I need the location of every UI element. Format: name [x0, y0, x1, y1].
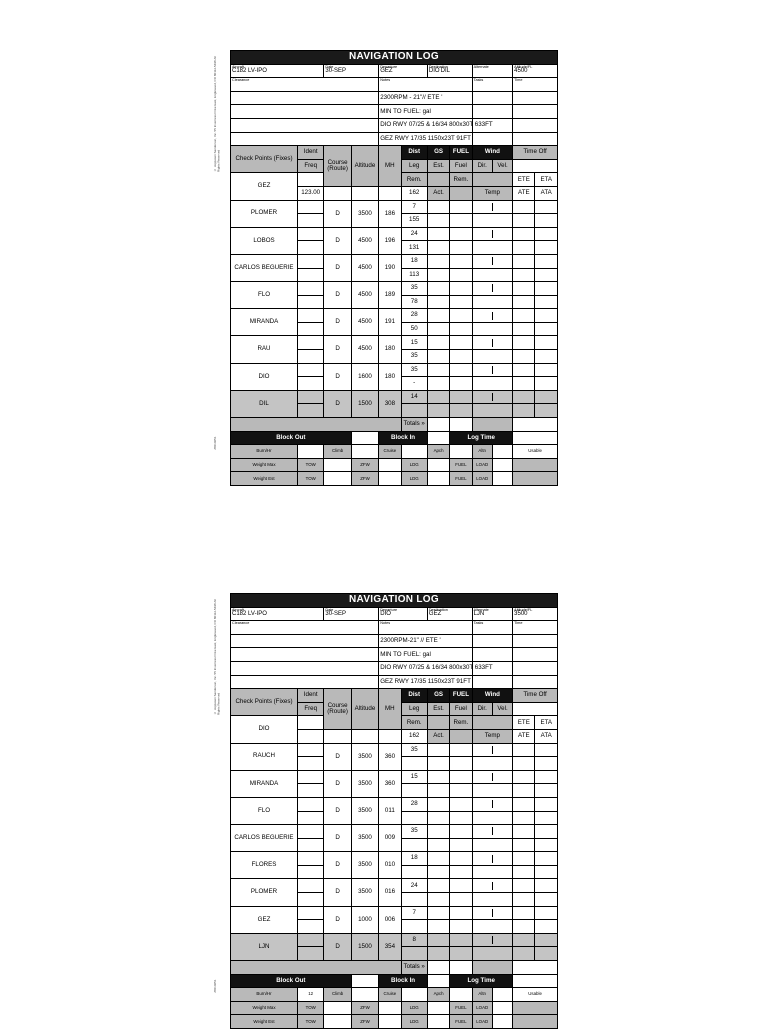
- magnetic-heading-value: 196: [384, 236, 396, 244]
- clearance-row: [231, 621, 558, 635]
- checkpoint-name: GEZ: [257, 915, 271, 923]
- wind-divider: [492, 746, 493, 754]
- waypoint-row: [231, 852, 558, 866]
- checkpoint-name: CARLOS BEGUERIE: [234, 833, 294, 841]
- copyright-note: © Jeppesen Sanderson, Inc. 55 Inverness Drive East, Englewood, CO 80112-5498 All Rights Reserved: [213, 599, 221, 715]
- wind-divider: [492, 936, 493, 944]
- weight-label: Weight Est: [253, 1018, 275, 1024]
- altn-label: Altn: [478, 448, 486, 454]
- waypoint-row: [231, 906, 558, 920]
- note-line: 2300RPM-21" // ETE ': [380, 636, 441, 644]
- wind-divider: [492, 257, 493, 265]
- leg-distance-value: 15: [410, 772, 418, 780]
- date-label: Date: [325, 607, 334, 612]
- course-value: D: [335, 236, 340, 244]
- waypoint-row: [231, 282, 558, 296]
- tow-label: TOW: [305, 475, 316, 481]
- course-value: D: [335, 399, 340, 407]
- alternate-label: Alternate: [473, 64, 489, 69]
- dist-header: Dist: [408, 691, 421, 699]
- magnetic-heading-value: 186: [384, 209, 396, 217]
- note-line: GEZ RWY 17/35 1150x23T 91FT: [380, 677, 471, 685]
- tow-label: TOW: [305, 461, 316, 467]
- weight-row: [231, 1015, 558, 1029]
- weight-row: [231, 1001, 558, 1015]
- leg-distance-value: 28: [410, 311, 418, 319]
- leg-distance-value: 7: [412, 202, 416, 210]
- wind-divider: [492, 773, 493, 781]
- waypoint-row: [231, 254, 558, 268]
- leg-distance-value: 14: [410, 393, 418, 401]
- dir-header: Dir.: [477, 161, 487, 169]
- leg-distance-value: 8: [412, 936, 416, 944]
- magnetic-heading-value: 360: [384, 752, 396, 760]
- time-off-header: Time Off: [523, 691, 547, 699]
- wind-divider: [492, 203, 493, 211]
- note-line: DIO RWY 07/25 & 16/34 800x30T 633FT: [380, 121, 493, 129]
- checkpoint-name: FLO: [257, 806, 271, 814]
- course-value: D: [335, 888, 340, 896]
- load-label: LOAD: [476, 1018, 489, 1024]
- course-value: D: [335, 806, 340, 814]
- ete-header: ETE: [517, 718, 530, 726]
- checkpoint-name: CARLOS BEGUERIE: [234, 263, 294, 271]
- altitude-value: 3500: [358, 752, 372, 760]
- notes-label: Notes: [380, 621, 391, 626]
- altitude-value: 4500: [358, 345, 372, 353]
- weight-label: Weight Max: [252, 1004, 276, 1010]
- totals-label: Totals »: [403, 420, 425, 428]
- waypoint-row: [231, 933, 558, 947]
- block-out-label: Block Out: [276, 433, 306, 441]
- wind-divider: [492, 230, 493, 238]
- note-line: MIN TO FUEL: gal: [380, 107, 431, 115]
- altn-label: Altn: [478, 991, 486, 997]
- leg-distance-value: 35: [410, 827, 418, 835]
- waypoint-row: [231, 797, 558, 811]
- magnetic-heading-value: 308: [384, 399, 396, 407]
- gs-header: GS: [434, 691, 444, 699]
- leg-header: Leg: [409, 704, 420, 712]
- column-header-row: [231, 146, 558, 160]
- burn-row: [231, 988, 558, 1002]
- course-value: D: [335, 779, 340, 787]
- load-label: LOAD: [476, 1004, 489, 1010]
- navigation-log-sheet-2: [213, 593, 558, 1029]
- departure-value: DIO: [380, 610, 391, 617]
- remaining-distance-value: 50: [410, 325, 418, 333]
- form-number: JS514051: [213, 436, 217, 450]
- waypoint-row: [231, 200, 558, 214]
- origin-rem: 162: [409, 189, 420, 197]
- altitude-value: 3500: [358, 806, 372, 814]
- course-value: D: [335, 834, 340, 842]
- altitude-value: 1000: [358, 915, 372, 923]
- ldg-label: LDG: [409, 475, 419, 481]
- usable-label: Usable: [528, 991, 542, 997]
- destination-value: DIO: [428, 67, 440, 74]
- altitude-value: 1500: [358, 942, 372, 950]
- date-value: 30-SEP: [325, 610, 347, 617]
- destination-value: GEZ: [428, 610, 442, 617]
- fuel-sub-header: Fuel: [454, 704, 467, 712]
- leg-distance-value: 28: [410, 800, 418, 808]
- course-value: D: [335, 861, 340, 869]
- destination-extra-value: DIL: [440, 67, 450, 74]
- waypoint-row: [231, 227, 558, 241]
- waypoint-row: [231, 390, 558, 404]
- checkpoint-name: PLOMER: [250, 888, 278, 896]
- notes-row: [231, 118, 558, 132]
- checkpoint-name: LJN: [258, 942, 270, 950]
- ident-header: Ident: [303, 148, 318, 156]
- departure-label: Departure: [380, 607, 398, 612]
- aircraft-label: Aircraft: [232, 64, 245, 69]
- fuel-rem-header: Rem.: [453, 718, 469, 726]
- ldg-label: LDG: [409, 1004, 419, 1010]
- tasks-label: Tasks: [473, 621, 484, 626]
- waypoint-row: [231, 879, 558, 893]
- usable-label: Usable: [528, 448, 542, 454]
- alternate-value: LJN: [473, 610, 485, 617]
- leg-distance-value: 15: [410, 338, 418, 346]
- checkpoint-name: DIO: [258, 372, 270, 380]
- totals-label: Totals »: [403, 963, 425, 971]
- notes-row: [231, 661, 558, 675]
- checkpoint-name: RAU: [257, 345, 271, 353]
- totals-row: [231, 418, 558, 432]
- climb-label: Climb: [331, 991, 344, 997]
- date-label: Date: [325, 64, 334, 69]
- block-in-label: Block In: [391, 976, 416, 984]
- leg-distance-value: 35: [410, 745, 418, 753]
- log-time-label: Log Time: [467, 433, 495, 441]
- notes-row: [231, 648, 558, 662]
- clearance-label: Clearance: [232, 621, 250, 626]
- flight-info-row: [231, 64, 558, 78]
- magnetic-heading-value: 360: [384, 779, 396, 787]
- fuel-header: FUEL: [452, 691, 469, 699]
- altitude-header: Altitude: [354, 161, 376, 169]
- nav-log-table: [230, 593, 558, 1029]
- totals-row: [231, 961, 558, 975]
- act-header: Act.: [433, 189, 444, 197]
- fuel-label: FUEL: [455, 461, 467, 467]
- notes-row: [231, 675, 558, 689]
- altitude-label: Altitude/FL: [514, 64, 533, 69]
- burn-hr-value: 12: [308, 991, 314, 997]
- ata-header: ATA: [540, 189, 552, 197]
- note-line: GEZ RWY 17/35 1150x23T 91FT: [380, 134, 471, 142]
- leg-distance-value: 35: [410, 284, 418, 292]
- course-value: D: [335, 318, 340, 326]
- altitude-field-value: 3500: [514, 610, 528, 617]
- remaining-distance-value: 113: [409, 270, 420, 278]
- altitude-field-value: 4500: [514, 67, 528, 74]
- apch-label: Apch: [433, 448, 444, 454]
- wind-divider: [492, 393, 493, 401]
- zfw-label: ZFW: [360, 1004, 370, 1010]
- gs-header: GS: [434, 148, 444, 156]
- altitude-header: Altitude: [354, 704, 376, 712]
- checkpoint-name: MIRANDA: [249, 779, 279, 787]
- magnetic-heading-value: 006: [384, 915, 396, 923]
- ate-header: ATE: [518, 189, 530, 197]
- freq-header: Freq: [304, 704, 318, 712]
- course-value: D: [335, 263, 340, 271]
- checkpoints-header: Check Points (Fixes): [235, 698, 293, 706]
- course-header: Course (Route): [327, 158, 348, 173]
- load-label: LOAD: [476, 475, 489, 481]
- altitude-value: 1500: [358, 399, 372, 407]
- clearance-row: [231, 78, 558, 92]
- block-time-row: [231, 974, 558, 988]
- ata-header: ATA: [540, 732, 552, 740]
- magnetic-heading-value: 009: [384, 834, 396, 842]
- checkpoint-name: DIL: [259, 399, 269, 407]
- block-out-label: Block Out: [276, 976, 306, 984]
- time-label: Time: [514, 621, 523, 626]
- checkpoint-name: MIRANDA: [249, 318, 279, 326]
- block-time-row: [231, 431, 558, 445]
- course-value: D: [335, 915, 340, 923]
- magnetic-heading-value: 011: [384, 806, 395, 814]
- leg-distance-value: 24: [410, 229, 418, 237]
- waypoint-row: [231, 363, 558, 377]
- ident-header: Ident: [303, 691, 318, 699]
- freq-header: Freq: [304, 161, 318, 169]
- ldg-label: LDG: [409, 1018, 419, 1024]
- rem-header: Rem.: [406, 175, 422, 183]
- origin-freq: 123.00: [301, 189, 321, 197]
- time-off-header: Time Off: [523, 148, 547, 156]
- est-header: Est.: [433, 704, 444, 712]
- nav-log-title: NAVIGATION LOG: [349, 51, 439, 63]
- altitude-value: 3500: [358, 209, 372, 217]
- remaining-distance-value: -: [413, 379, 416, 387]
- wind-divider: [492, 882, 493, 890]
- checkpoint-name: LOBOS: [253, 236, 275, 244]
- flight-info-row: [231, 607, 558, 621]
- waypoint-row: [231, 743, 558, 757]
- zfw-label: ZFW: [360, 461, 370, 467]
- magnetic-heading-value: 016: [384, 888, 396, 896]
- climb-label: Climb: [331, 448, 344, 454]
- wind-header: Wind: [484, 148, 500, 156]
- course-value: D: [335, 752, 340, 760]
- course-value: D: [335, 345, 340, 353]
- altitude-value: 1600: [358, 372, 372, 380]
- copyright-note: © Jeppesen Sanderson, Inc. 55 Inverness Drive East, Englewood, CO 80112-5498 All Rights Reserved: [213, 56, 221, 172]
- ate-header: ATE: [518, 732, 530, 740]
- vel-header: Vel.: [497, 704, 508, 712]
- weight-label: Weight Est: [253, 475, 275, 481]
- origin-name: GEZ: [257, 182, 271, 190]
- magnetic-heading-value: 354: [384, 942, 396, 950]
- course-value: D: [335, 209, 340, 217]
- destination-label: Destination: [428, 607, 448, 612]
- fuel-rem-header: Rem.: [453, 175, 469, 183]
- waypoint-row: [231, 825, 558, 839]
- leg-distance-value: 24: [410, 881, 418, 889]
- apch-label: Apch: [433, 991, 444, 997]
- magnetic-heading-value: 010: [384, 861, 396, 869]
- est-header: Est.: [433, 161, 444, 169]
- leg-distance-value: 7: [412, 908, 416, 916]
- alternate-label: Alternate: [473, 607, 489, 612]
- wind-divider: [492, 284, 493, 292]
- log-time-label: Log Time: [467, 976, 495, 984]
- vel-header: Vel.: [497, 161, 508, 169]
- wind-divider: [492, 366, 493, 374]
- act-header: Act.: [433, 732, 444, 740]
- column-header-row: [231, 689, 558, 703]
- wind-divider: [492, 312, 493, 320]
- tow-label: TOW: [305, 1004, 316, 1010]
- fuel-sub-header: Fuel: [454, 161, 467, 169]
- course-value: D: [335, 942, 340, 950]
- note-line: MIN TO FUEL: gal: [380, 650, 431, 658]
- origin-rem: 162: [409, 732, 420, 740]
- rem-header: Rem.: [406, 718, 422, 726]
- notes-row: [231, 634, 558, 648]
- form-number: JS514051: [213, 979, 217, 993]
- nav-log-table: [230, 50, 558, 486]
- wind-divider: [492, 855, 493, 863]
- remaining-distance-value: 78: [410, 297, 418, 305]
- mh-header: MH: [385, 161, 395, 169]
- checkpoint-name: PLOMER: [250, 209, 278, 217]
- origin-name: DIO: [258, 725, 270, 733]
- magnetic-heading-value: 190: [384, 263, 396, 271]
- magnetic-heading-value: 180: [384, 345, 396, 353]
- notes-row: [231, 105, 558, 119]
- departure-value: GEZ: [380, 67, 393, 74]
- leg-distance-value: 18: [410, 854, 418, 862]
- altitude-value: 4500: [358, 291, 372, 299]
- remaining-distance-value: 35: [410, 352, 418, 360]
- note-line: DIO RWY 07/25 & 16/34 800x30T 633FT: [380, 664, 493, 672]
- cruise-label: Cruise: [383, 448, 397, 454]
- dir-header: Dir.: [477, 704, 487, 712]
- zfw-label: ZFW: [360, 475, 370, 481]
- magnetic-heading-value: 189: [384, 291, 396, 299]
- altitude-label: Altitude/FL: [514, 607, 533, 612]
- course-value: D: [335, 372, 340, 380]
- remaining-distance-value: 131: [409, 243, 420, 251]
- wind-divider: [492, 339, 493, 347]
- tow-label: TOW: [305, 1018, 316, 1024]
- tasks-label: Tasks: [473, 78, 484, 83]
- checkpoint-name: FLO: [257, 290, 271, 298]
- leg-header: Leg: [409, 161, 420, 169]
- fuel-label: FUEL: [455, 475, 467, 481]
- wind-divider: [492, 800, 493, 808]
- wind-header: Wind: [484, 691, 500, 699]
- checkpoint-name: FLORES: [251, 861, 277, 869]
- mh-header: MH: [385, 704, 395, 712]
- magnetic-heading-value: 180: [384, 372, 396, 380]
- altitude-value: 3500: [358, 888, 372, 896]
- checkpoints-header: Check Points (Fixes): [235, 155, 293, 163]
- wind-divider: [492, 909, 493, 917]
- waypoint-row: [231, 309, 558, 323]
- altitude-value: 4500: [358, 236, 372, 244]
- temp-header: Temp: [484, 732, 500, 740]
- remaining-distance-value: 155: [409, 216, 420, 224]
- altitude-value: 3500: [358, 779, 372, 787]
- aircraft-value: C182 LV-IPO: [232, 610, 267, 617]
- fuel-label: FUEL: [455, 1018, 467, 1024]
- altitude-value: 4500: [358, 263, 372, 271]
- note-line: 2300RPM - 21"// ETE ': [380, 93, 443, 101]
- clearance-label: Clearance: [232, 78, 250, 83]
- course-value: D: [335, 291, 340, 299]
- leg-distance-value: 18: [410, 257, 418, 265]
- nav-log-title: NAVIGATION LOG: [349, 594, 439, 606]
- time-label: Time: [514, 78, 523, 83]
- block-in-label: Block In: [391, 433, 416, 441]
- weight-label: Weight Max: [252, 461, 276, 467]
- altitude-value: 3500: [358, 834, 372, 842]
- fuel-header: FUEL: [452, 148, 469, 156]
- load-label: LOAD: [476, 461, 489, 467]
- burn-hr-label: Burn/Hr: [256, 448, 272, 454]
- weight-row: [231, 458, 558, 472]
- dist-header: Dist: [408, 148, 421, 156]
- date-value: 30-SEP: [325, 67, 347, 74]
- magnetic-heading-value: 191: [384, 318, 396, 326]
- weight-row: [231, 472, 558, 486]
- destination-label: Destination: [428, 64, 448, 69]
- notes-row: [231, 132, 558, 146]
- departure-label: Departure: [380, 64, 398, 69]
- altitude-value: 4500: [358, 318, 372, 326]
- aircraft-value: C182 LV-IPO: [232, 67, 267, 74]
- checkpoint-name: RAUCH: [252, 752, 275, 760]
- wind-divider: [492, 827, 493, 835]
- zfw-label: ZFW: [360, 1018, 370, 1024]
- notes-row: [231, 91, 558, 105]
- eta-header: ETA: [540, 718, 553, 726]
- ete-header: ETE: [517, 175, 530, 183]
- temp-header: Temp: [484, 189, 500, 197]
- burn-row: [231, 445, 558, 459]
- navigation-log-sheet-1: [213, 50, 558, 486]
- notes-label: Notes: [380, 78, 391, 83]
- altitude-value: 3500: [358, 861, 372, 869]
- eta-header: ETA: [540, 175, 553, 183]
- waypoint-row: [231, 336, 558, 350]
- leg-distance-value: 35: [410, 365, 418, 373]
- aircraft-label: Aircraft: [232, 607, 245, 612]
- course-header: Course (Route): [327, 701, 348, 716]
- cruise-label: Cruise: [383, 991, 397, 997]
- burn-hr-label: Burn/Hr: [256, 991, 272, 997]
- ldg-label: LDG: [409, 461, 419, 467]
- waypoint-row: [231, 770, 558, 784]
- fuel-label: FUEL: [455, 1004, 467, 1010]
